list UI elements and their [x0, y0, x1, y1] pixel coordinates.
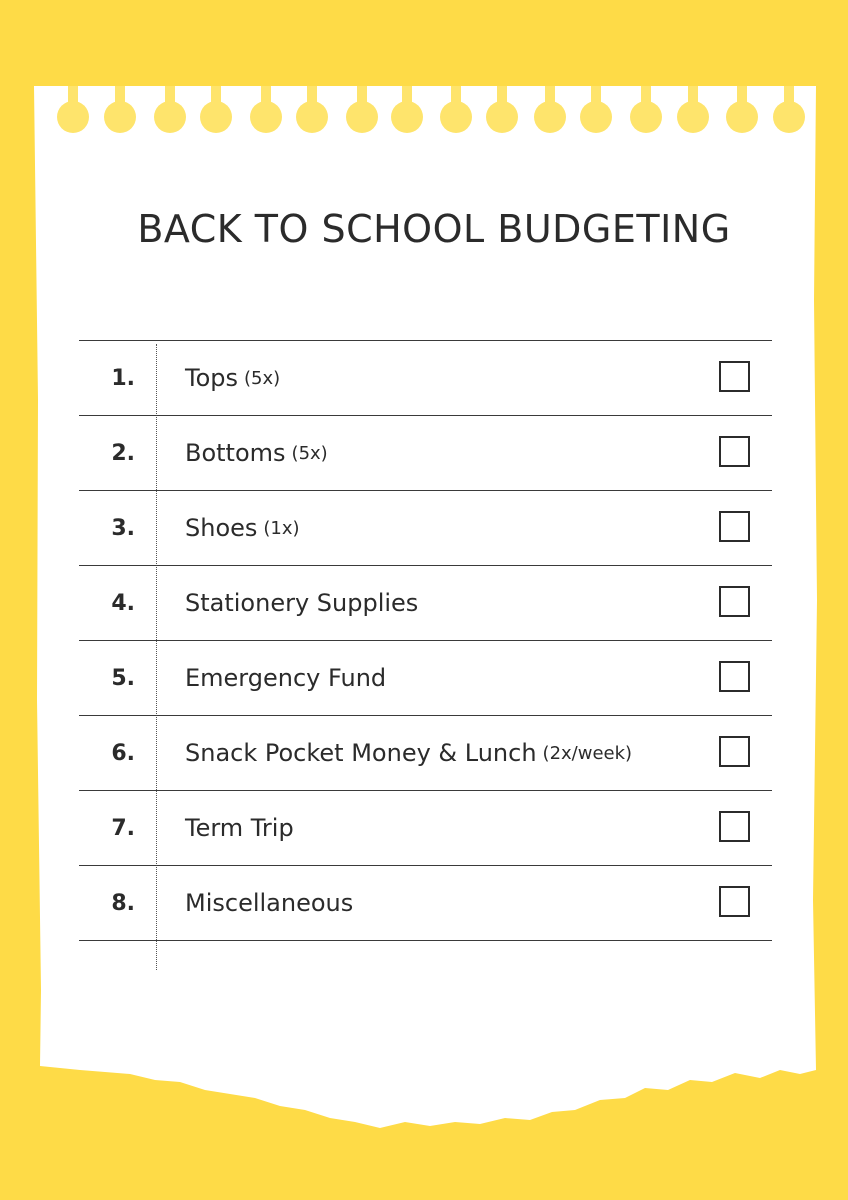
item-text: Shoes [185, 514, 258, 542]
item-text: Miscellaneous [185, 889, 354, 917]
item-label [185, 866, 353, 940]
binder-hole [726, 101, 758, 133]
item-number: 3. [111, 515, 135, 541]
item-text: Emergency Fund [185, 664, 387, 692]
item-quantity: (5x) [291, 442, 328, 464]
item-checkbox[interactable] [719, 736, 750, 767]
item-checkbox[interactable] [719, 511, 750, 542]
item-text: Term Trip [185, 814, 294, 842]
list-item [79, 791, 772, 866]
item-quantity: (5x) [244, 367, 281, 389]
item-number: 6. [111, 740, 135, 766]
binder-hole [104, 101, 136, 133]
item-text: Bottoms [185, 439, 286, 467]
list-item [79, 716, 772, 791]
list-item [79, 491, 772, 566]
item-checkbox[interactable] [719, 361, 750, 392]
item-checkbox[interactable] [719, 811, 750, 842]
item-number: 1. [111, 365, 135, 391]
binder-hole [250, 101, 282, 133]
binder-hole [677, 101, 709, 133]
binder-hole [154, 101, 186, 133]
item-checkbox[interactable] [719, 886, 750, 917]
binder-hole [391, 101, 423, 133]
list-item [79, 416, 772, 491]
binder-hole [580, 101, 612, 133]
item-label [185, 791, 294, 865]
item-number: 7. [111, 815, 135, 841]
item-quantity: (2x/week) [542, 742, 633, 764]
item-quantity: (1x) [263, 517, 300, 539]
item-label [185, 566, 418, 640]
item-number: 8. [111, 890, 135, 916]
item-label [185, 716, 632, 790]
binder-hole [440, 101, 472, 133]
binder-hole [486, 101, 518, 133]
item-checkbox[interactable] [719, 436, 750, 467]
item-text: Stationery Supplies [185, 589, 419, 617]
binder-hole [773, 101, 805, 133]
binder-hole [296, 101, 328, 133]
list-item [79, 341, 772, 416]
binder-hole [630, 101, 662, 133]
item-label [185, 641, 386, 715]
item-label [185, 491, 300, 565]
item-number: 2. [111, 440, 135, 466]
checklist [79, 340, 772, 941]
item-checkbox[interactable] [719, 586, 750, 617]
item-text: Snack Pocket Money & Lunch [185, 739, 537, 767]
item-number: 4. [111, 590, 135, 616]
item-label [185, 416, 328, 490]
binder-hole [534, 101, 566, 133]
list-item [79, 566, 772, 641]
list-item [79, 641, 772, 716]
item-label [185, 341, 280, 415]
binder-hole [57, 101, 89, 133]
binder-hole [346, 101, 378, 133]
item-checkbox[interactable] [719, 661, 750, 692]
list-item [79, 866, 772, 941]
binder-hole [200, 101, 232, 133]
item-text: Tops [185, 364, 239, 392]
item-number: 5. [111, 665, 135, 691]
page-title: BACK TO SCHOOL BUDGETING [137, 207, 731, 251]
